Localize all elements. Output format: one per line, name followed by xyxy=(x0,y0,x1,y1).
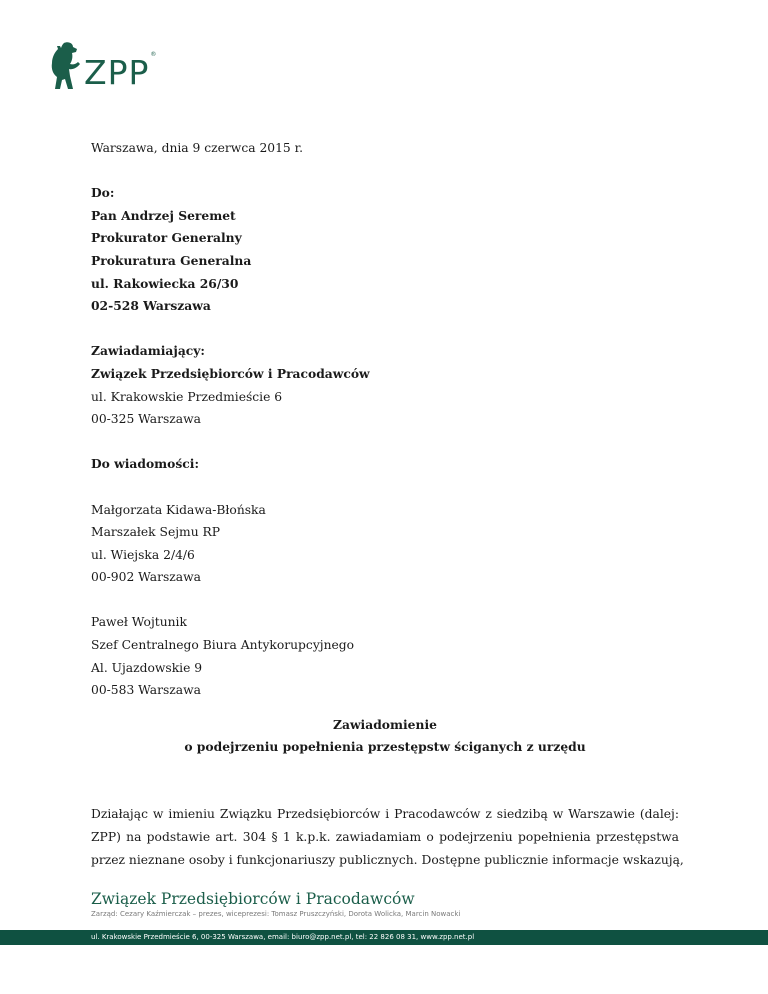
cc-person2-line: Szef Centralnego Biura Antykorupcyjnego xyxy=(91,638,355,653)
cc-person1-line: 00-902 Warszawa xyxy=(91,570,201,585)
document-title: Zawiadomienie xyxy=(333,716,437,732)
date-line: Warszawa, dnia 9 czerwca 2015 r. xyxy=(91,141,304,155)
cc-person2-line: Al. Ujazdowskie 9 xyxy=(91,660,203,675)
footer-contact: ul. Krakowskie Przedmieście 6, 00-325 Warszawa, email: biuro@zpp.net.pl, tel: 22 826 08 31, www.zpp.net.pl xyxy=(91,933,475,941)
cc-heading: Do wiadomości: xyxy=(91,456,200,472)
notifier-block xyxy=(91,340,679,430)
recipient-line: Pan Andrzej Seremet xyxy=(91,207,236,223)
notifier-name: Związek Przedsiębiorców i Pracodawców xyxy=(91,365,370,381)
body-line: przez nieznane osoby i funkcjonariuszy publicznych. Dostępne publicznie informacje wskazują, xyxy=(91,853,684,868)
bear-icon xyxy=(46,40,82,92)
cc-person1-line: ul. Wiejska 2/4/6 xyxy=(91,547,195,562)
notifier-line: ul. Krakowskie Przedmieście 6 xyxy=(91,389,283,404)
cc-person2-line: Paweł Wojtunik xyxy=(91,615,187,630)
body-line: ZPP) na podstawie art. 304 § 1 k.p.k. zawiadamiam o podejrzeniu popełnienia przestępstwa xyxy=(91,830,679,845)
footer-org-name: Związek Przedsiębiorców i Pracodawców xyxy=(91,890,415,908)
recipient-block xyxy=(91,182,679,318)
body-line: Działając w imieniu Związku Przedsiębiorców i Pracodawców z siedzibą w Warszawie (dalej: xyxy=(91,807,679,822)
document-subtitle: o podejrzeniu popełnienia przestępstw ściganych z urzędu xyxy=(184,739,586,755)
recipient-heading: Do: xyxy=(91,185,115,201)
recipient-line: Prokuratura Generalna xyxy=(91,252,252,268)
logo-text: ZPP ® xyxy=(84,50,158,92)
body-paragraph xyxy=(91,803,684,872)
registered-mark: ® xyxy=(150,50,158,58)
cc-block xyxy=(91,453,679,702)
footer-board: Zarząd: Cezary Kaźmierczak – prezes, wiceprezesi: Tomasz Pruszczyński, Dorota Wolicka, Marcin Nowacki xyxy=(91,910,461,918)
recipient-line: Prokurator Generalny xyxy=(91,230,242,246)
recipient-line: ul. Rakowiecka 26/30 xyxy=(91,275,239,291)
cc-person1-line: Małgorzata Kidawa-Błońska xyxy=(91,502,266,517)
cc-person1-line: Marszałek Sejmu RP xyxy=(91,525,221,540)
notifier-heading: Zawiadamiający: xyxy=(91,343,205,359)
notifier-line: 00-325 Warszawa xyxy=(91,412,201,427)
zpp-logo xyxy=(46,40,158,92)
footer-contact-bar xyxy=(0,930,768,945)
recipient-line: 02-528 Warszawa xyxy=(91,298,211,314)
letter-body xyxy=(91,137,684,872)
cc-person2-line: 00-583 Warszawa xyxy=(91,683,201,698)
